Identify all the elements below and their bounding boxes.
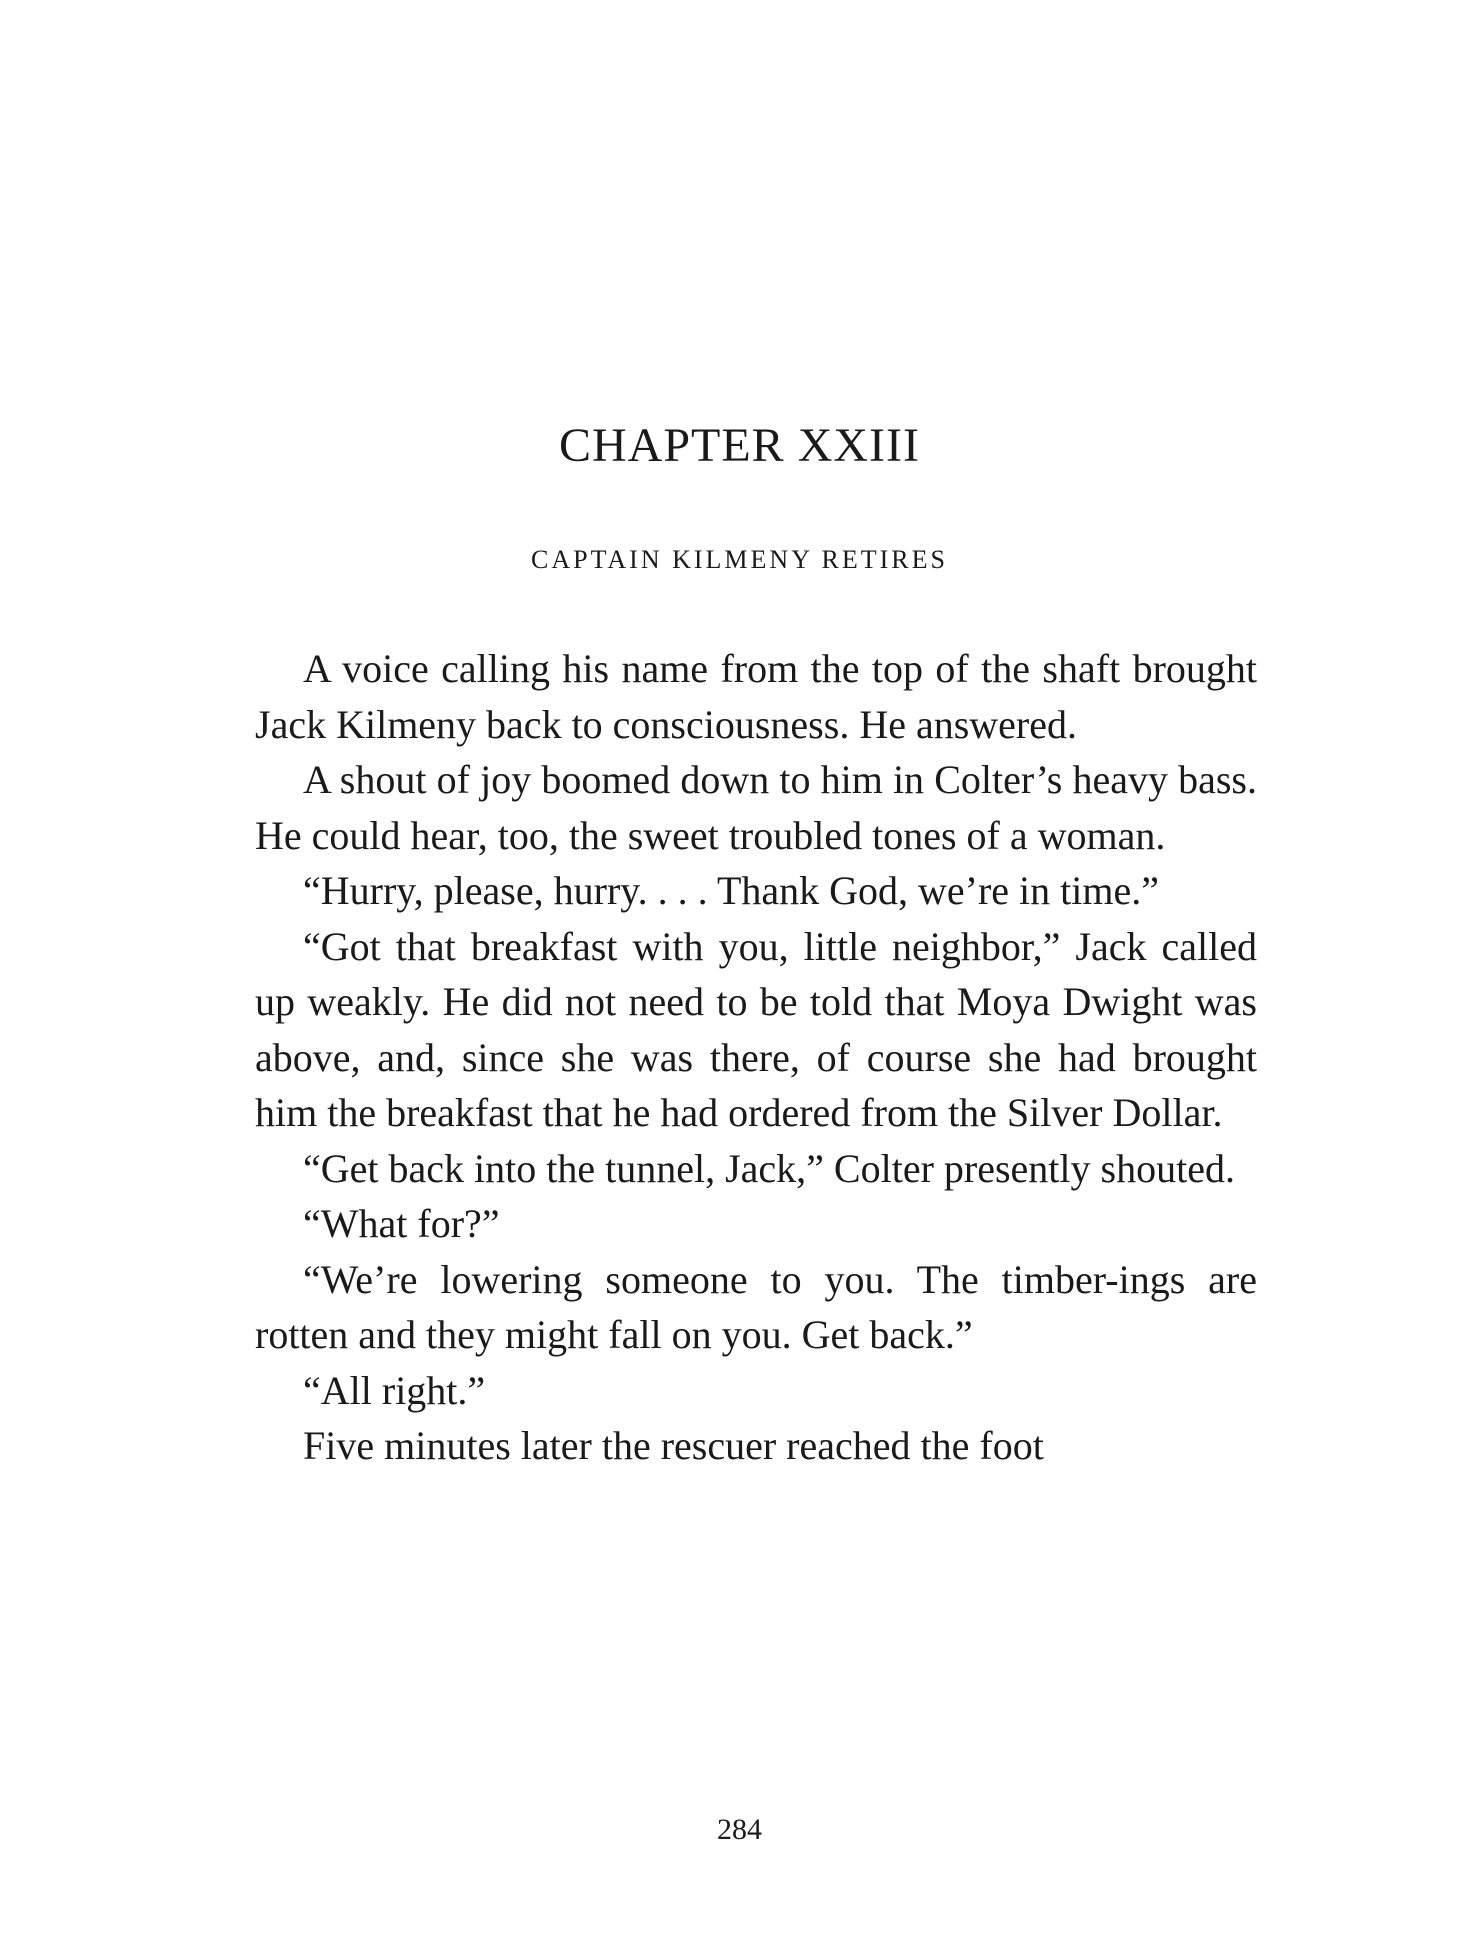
paragraph: “What for?”: [303, 1201, 500, 1246]
paragraph: “All right.”: [303, 1367, 486, 1413]
paragraph: A voice calling his name from the top of the shaft brought Jack Kilmeny back to consciousness. He answered.: [255, 646, 1257, 747]
paragraph: “Hurry, please, hurry. . . . Thank God, we’re in time.”: [303, 868, 1160, 913]
paragraph: “Got that breakfast with you, little neighbor,” Jack called up weakly. He did not need to be told that Moya Dwight was above, and, since she was there, of course she had brought him the breakfast that he had ordered from the Silver Dollar.: [255, 923, 1257, 1135]
chapter-subtitle: CAPTAIN KILMENY RETIRES: [531, 545, 948, 574]
paragraph: Five minutes later the rescuer reached the foot: [303, 1423, 1044, 1468]
paragraph: A shout of joy boomed down to him in Colter’s heavy bass. He could hear, too, the sweet troubled tones of a woman.: [255, 757, 1257, 858]
body-text: [255, 641, 1257, 1474]
paragraph: “Get back into the tunnel, Jack,” Colter presently shouted.: [303, 1145, 1235, 1191]
chapter-title: CHAPTER XXIII: [559, 419, 920, 472]
paragraph: “We’re lowering someone to you. The timber-ings are rotten and they might fall on you. Get back.”: [255, 1256, 1257, 1357]
page-number: 284: [717, 1813, 762, 1846]
